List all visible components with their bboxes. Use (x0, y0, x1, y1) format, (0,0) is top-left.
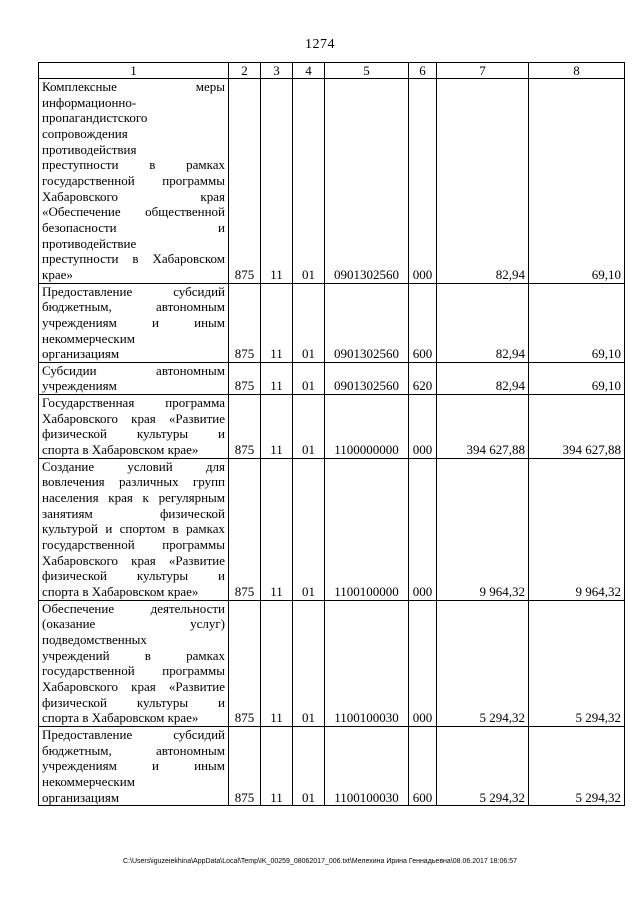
description-line: крае» (42, 266, 73, 282)
description-line: Предоставление субсидий (42, 283, 225, 299)
target-article-code: 1100100030 (325, 726, 409, 805)
column-header: 4 (293, 63, 325, 79)
row-description (39, 726, 229, 805)
target-article-code: 1100100030 (325, 600, 409, 726)
admin-code: 875 (229, 726, 261, 805)
description-line: организациям (42, 346, 120, 362)
section-code: 11 (261, 726, 293, 805)
description-line: физической культуры и (42, 426, 225, 442)
amount-col8: 9 964,32 (529, 458, 625, 600)
section-code: 11 (261, 600, 293, 726)
section-code: 11 (261, 395, 293, 459)
row-description (39, 283, 229, 362)
description-line: государственной программы (42, 663, 225, 679)
amount-col8: 69,10 (529, 283, 625, 362)
subsection-code: 01 (293, 79, 325, 284)
target-article-code: 0901302560 (325, 79, 409, 284)
description-line: учреждениям и иным (42, 314, 225, 330)
amount-col7: 82,94 (437, 79, 529, 284)
budget-table (38, 62, 625, 806)
amount-col8: 394 627,88 (529, 395, 625, 459)
page-number: 1274 (305, 37, 335, 52)
description-line: Комплексные меры (42, 79, 225, 94)
description-line: государственной программы (42, 172, 225, 188)
expense-type-code: 000 (409, 79, 437, 284)
row-description (39, 458, 229, 600)
subsection-code: 01 (293, 395, 325, 459)
description-line: некоммерческим (42, 330, 135, 346)
table-row (39, 79, 625, 284)
description-line: государственной программы (42, 537, 225, 553)
column-header: 1 (39, 63, 229, 79)
target-article-code: 0901302560 (325, 283, 409, 362)
row-description (39, 79, 229, 284)
description-line: (оказание услуг) (42, 616, 225, 632)
description-line: противодействие (42, 235, 137, 251)
table-row (39, 600, 625, 726)
table-row (39, 395, 625, 459)
amount-col8: 5 294,32 (529, 726, 625, 805)
column-header: 2 (229, 63, 261, 79)
amount-col7: 394 627,88 (437, 395, 529, 459)
expense-type-code: 620 (409, 362, 437, 394)
section-code: 11 (261, 79, 293, 284)
description-line: некоммерческим (42, 773, 135, 789)
column-header: 8 (529, 63, 625, 79)
description-line: населения края к регулярным (42, 490, 225, 506)
amount-col7: 82,94 (437, 283, 529, 362)
description-line: спорта в Хабаровском крае» (42, 584, 199, 599)
description-line: противодействия (42, 141, 137, 157)
amount-col8: 69,10 (529, 79, 625, 284)
amount-col8: 5 294,32 (529, 600, 625, 726)
description-line: культурой и спортом в рамках (42, 521, 225, 537)
description-line: спорта в Хабаровском крае» (42, 710, 199, 726)
description-line: Обеспечение деятельности (42, 600, 225, 616)
table-row (39, 283, 625, 362)
row-description (39, 362, 229, 394)
file-path-footer: C:\Users\iguzeiekhina\AppData\Local\Temp\IK_00259_08062017_006.txt\Мелехина Ирина Геннадьевна\08.06.2017 18:06:57 (123, 858, 517, 865)
subsection-code: 01 (293, 458, 325, 600)
description-line: учреждениям (42, 378, 117, 394)
description-line: преступности в рамках (42, 157, 225, 173)
description-line: Хабаровского края (42, 188, 225, 204)
description-line: «Обеспечение общественной (42, 204, 225, 220)
description-line: занятиям физической (42, 505, 225, 521)
table-row (39, 726, 625, 805)
description-line: сопровождения (42, 125, 128, 141)
table-row (39, 458, 625, 600)
description-line: безопасности и (42, 219, 225, 235)
description-line: Предоставление субсидий (42, 726, 225, 742)
description-line: Хабаровского края «Развитие (42, 552, 225, 568)
description-line: Хабаровского края «Развитие (42, 678, 225, 694)
description-line: Хабаровского края «Развитие (42, 410, 225, 426)
expense-type-code: 600 (409, 283, 437, 362)
subsection-code: 01 (293, 600, 325, 726)
target-article-code: 0901302560 (325, 362, 409, 394)
admin-code: 875 (229, 362, 261, 394)
section-code: 11 (261, 283, 293, 362)
description-line: бюджетным, автономным (42, 742, 225, 758)
description-line: бюджетным, автономным (42, 299, 225, 315)
section-code: 11 (261, 362, 293, 394)
expense-type-code: 000 (409, 395, 437, 459)
description-line: физической культуры и (42, 694, 225, 710)
description-line: вовлечения различных групп (42, 474, 225, 490)
description-line: физической культуры и (42, 568, 225, 584)
admin-code: 875 (229, 600, 261, 726)
table-row (39, 362, 625, 394)
subsection-code: 01 (293, 283, 325, 362)
subsection-code: 01 (293, 362, 325, 394)
target-article-code: 1100000000 (325, 395, 409, 459)
description-line: Государственная программа (42, 395, 225, 411)
expense-type-code: 600 (409, 726, 437, 805)
admin-code: 875 (229, 283, 261, 362)
admin-code: 875 (229, 79, 261, 284)
description-line: информационно- (42, 94, 137, 110)
description-line: Создание условий для (42, 458, 225, 474)
description-line: пропагандистского (42, 110, 148, 126)
subsection-code: 01 (293, 726, 325, 805)
amount-col7: 5 294,32 (437, 600, 529, 726)
description-line: организациям (42, 789, 120, 805)
section-code: 11 (261, 458, 293, 600)
row-description (39, 395, 229, 459)
table-header-row (39, 63, 625, 79)
column-header: 5 (325, 63, 409, 79)
target-article-code: 1100100000 (325, 458, 409, 600)
amount-col7: 82,94 (437, 362, 529, 394)
description-line: подведомственных (42, 631, 147, 647)
column-header: 7 (437, 63, 529, 79)
amount-col8: 69,10 (529, 362, 625, 394)
column-header: 3 (261, 63, 293, 79)
admin-code: 875 (229, 458, 261, 600)
description-line: преступности в Хабаровском (42, 251, 225, 267)
description-line: Субсидии автономным (42, 362, 225, 378)
amount-col7: 9 964,32 (437, 458, 529, 600)
description-line: учреждений в рамках (42, 647, 225, 663)
amount-col7: 5 294,32 (437, 726, 529, 805)
description-line: учреждениям и иным (42, 758, 225, 774)
description-line: спорта в Хабаровском крае» (42, 442, 199, 458)
expense-type-code: 000 (409, 458, 437, 600)
row-description (39, 600, 229, 726)
admin-code: 875 (229, 395, 261, 459)
column-header: 6 (409, 63, 437, 79)
expense-type-code: 000 (409, 600, 437, 726)
